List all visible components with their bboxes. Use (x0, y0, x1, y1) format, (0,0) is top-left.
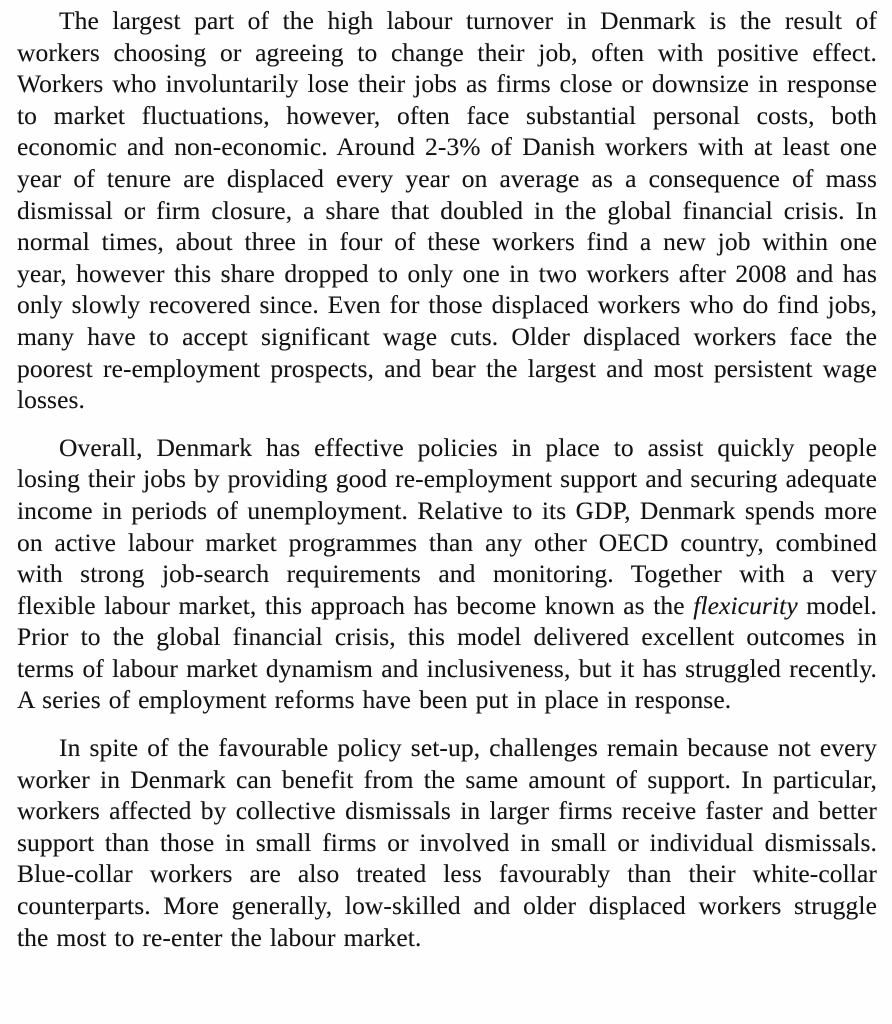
paragraph-2-text-after-italic: model. Prior to the global financial crisis, this model delivered excellent outcomes in terms of labour market dynamism and inclusiveness, but it has struggled recently. A series of employment reforms have been put in place in response. (17, 590, 878, 715)
document-body-text (17, 5, 877, 953)
paragraph-2-text-before-italic: Overall, Denmark has effective policies in place to assist quickly people losing their jobs by providing good re-employment support and securing adequate income in periods of unemployment. Relative to its GDP, Denmark spends more on active labour market programmes than any other OECD country, combined with strong job-search requirements and monitoring. Together with a very flexible labour market, this approach has become known as the (17, 432, 877, 620)
paragraph-flexicurity-policies (17, 432, 877, 716)
paragraph-remaining-challenges: In spite of the favourable policy set-up, challenges remain because not every worker in Denmark can benefit from the same amount of support. In particular, workers affected by collective dismissals in larger firms receive faster and better support than those in small firms or involved in small or individual dismissals. Blue-collar workers are also treated less favourably than their white-collar counterparts. More generally, low-skilled and older displaced workers struggle the most to re-enter the labour market. (17, 733, 877, 952)
flexicurity-italic-term: flexicurity (693, 590, 798, 620)
paragraph-labour-turnover: The largest part of the high labour turnover in Denmark is the result of workers choosing or agreeing to change their job, often with positive effect. Workers who involuntarily lose their jobs as firms close or downsize in response to market fluctuations, however, often face substantial personal costs, both economic and non-economic. Around 2-3% of Danish workers with at least one year of tenure are displaced every year on average as a consequence of mass dismissal or firm closure, a share that doubled in the global financial crisis. In normal times, about three in four of these workers find a new job within one year, however this share dropped to only one in two workers after 2008 and has only slowly recovered since. Even for those displaced workers who do find jobs, many have to accept significant wage cuts. Older displaced workers face the poorest re-employment prospects, and bear the largest and most persistent wage losses. (17, 6, 877, 415)
